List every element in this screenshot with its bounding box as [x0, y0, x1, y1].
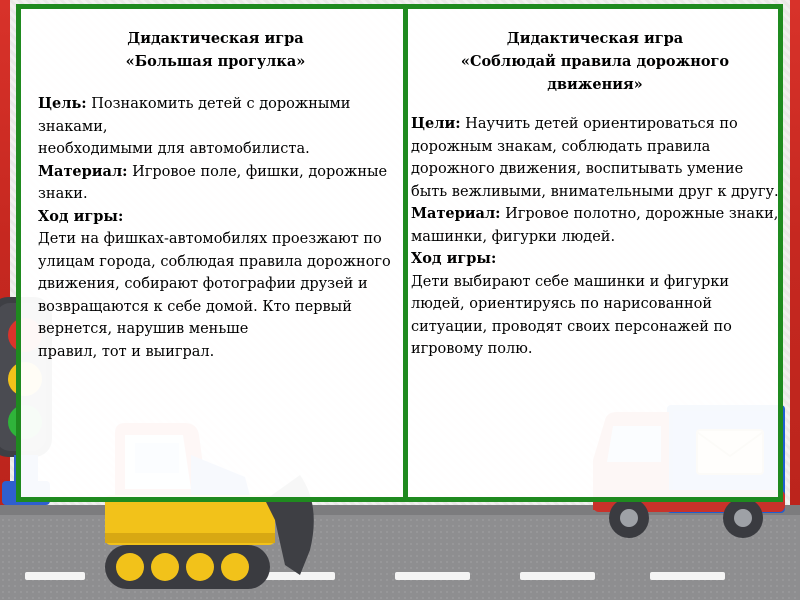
material-paragraph [38, 161, 393, 206]
process-label: Ход игры: [411, 250, 497, 267]
goal-label: Цель: [38, 95, 87, 112]
material-label: Материал: [38, 162, 128, 180]
process-text: Дети на фишках-автомобилях проезжают по улицам города, соблюдая правила дорожного движения, собирают фотографии друзей и возвращаются к себе домой. Кто первый вернется, нарушив меньше [38, 231, 391, 337]
goal-paragraph [38, 93, 393, 161]
card-title-line2: «Соблюдай правила дорожного [460, 53, 730, 70]
card-title-line3: движения» [547, 76, 643, 93]
material-paragraph [411, 203, 779, 248]
material-label: Материал: [411, 205, 501, 222]
card-title-line1: Дидактическая игра [506, 30, 684, 47]
material-text: Игровое поле, фишки, дорожные знаки. [38, 163, 388, 202]
card-content [38, 27, 393, 363]
game-card-right [403, 4, 783, 502]
goals-text: Научить детей ориентироваться по дорожным знакам, соблюдать правила дорожного движения, воспитывать умение быть вежливыми, внимательными друг к другу. [411, 116, 779, 200]
lane-marking [25, 572, 85, 580]
goal-text: Познакомить детей с дорожными знаками, [38, 96, 351, 135]
goals-paragraph [411, 113, 779, 203]
process-text: Дети выбирают себе машинки и фигурки людей, ориентируясь по нарисованной ситуации, проводят своих персонажей по игровому полю. [411, 273, 732, 357]
material-text: Игровое полотно, дорожные знаки, машинки, фигурки людей. [411, 206, 779, 245]
card-content [411, 27, 779, 361]
game-card-left [16, 4, 408, 502]
lane-marking [395, 572, 470, 580]
process-text-cont: правил, тот и выиграл. [38, 343, 215, 360]
lane-marking [650, 572, 725, 580]
lane-marking [520, 572, 595, 580]
goal-text-cont: необходимыми для автомобилиста. [38, 141, 310, 157]
goals-label: Цели: [411, 115, 461, 132]
card-title-line1: Дидактическая игра [127, 30, 304, 47]
process-label: Ход игры: [38, 207, 124, 225]
card-title-line2: «Большая прогулка» [125, 53, 306, 70]
